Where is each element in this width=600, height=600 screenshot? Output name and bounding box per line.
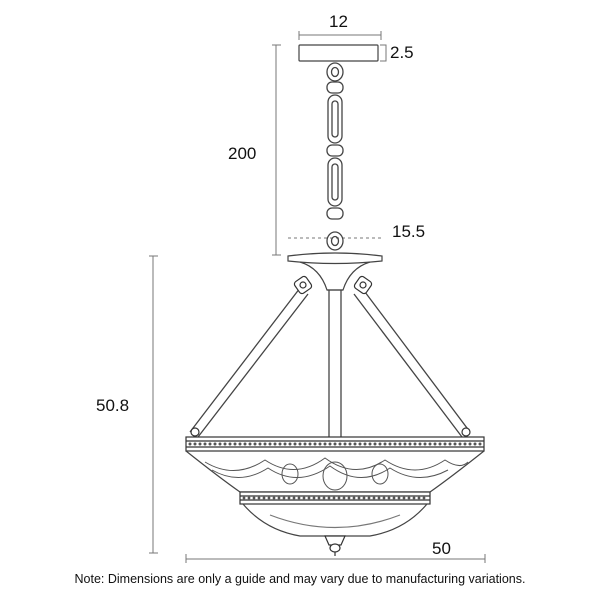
bead [194, 443, 197, 446]
bead [394, 443, 397, 446]
disclaimer-note: Note: Dimensions are only a guide and may vary due to manufacturing variations. [74, 572, 526, 586]
bead [279, 443, 282, 446]
bead [403, 497, 406, 500]
bead [303, 497, 306, 500]
bead [378, 497, 381, 500]
bead [459, 443, 462, 446]
bead [429, 443, 432, 446]
bead [278, 497, 281, 500]
bead [334, 443, 337, 446]
bead [323, 497, 326, 500]
bead [339, 443, 342, 446]
bead [344, 443, 347, 446]
bead [308, 497, 311, 500]
bead [263, 497, 266, 500]
bead [224, 443, 227, 446]
bead [418, 497, 421, 500]
bead [234, 443, 237, 446]
ceiling-cup-width-label: 15.5 [392, 222, 426, 241]
bead [304, 443, 307, 446]
bead [329, 443, 332, 446]
bead [313, 497, 316, 500]
bead [273, 497, 276, 500]
bead [324, 443, 327, 446]
bead [214, 443, 217, 446]
bead [294, 443, 297, 446]
bead [269, 443, 272, 446]
bead [374, 443, 377, 446]
bead [474, 443, 477, 446]
canopy-height-label: 2.5 [390, 43, 414, 62]
bead [259, 443, 262, 446]
support-rods [190, 288, 470, 437]
ceiling-canopy [299, 45, 378, 61]
bead [404, 443, 407, 446]
bead [439, 443, 442, 446]
bead [229, 443, 232, 446]
bead [398, 497, 401, 500]
bead [383, 497, 386, 500]
bead [384, 443, 387, 446]
bead [364, 443, 367, 446]
bead [309, 443, 312, 446]
bead [368, 497, 371, 500]
fixture-width-label: 50 [432, 539, 451, 558]
bead [373, 497, 376, 500]
chain-length-label: 200 [228, 144, 257, 163]
bead [444, 443, 447, 446]
bead [379, 443, 382, 446]
bead [264, 443, 267, 446]
bead [464, 443, 467, 446]
bead [204, 443, 207, 446]
fixture-height-label: 50.8 [96, 396, 130, 415]
bead [268, 497, 271, 500]
bead [423, 497, 426, 500]
bead [258, 497, 261, 500]
bead [328, 497, 331, 500]
rod-joints [191, 275, 470, 436]
bead [299, 443, 302, 446]
bead [408, 497, 411, 500]
bead [209, 443, 212, 446]
bead [289, 443, 292, 446]
bead [409, 443, 412, 446]
chain [327, 63, 343, 250]
bead [389, 443, 392, 446]
bead [283, 497, 286, 500]
bead [314, 443, 317, 446]
bead [424, 443, 427, 446]
bead [244, 443, 247, 446]
bead [399, 443, 402, 446]
bead [479, 443, 482, 446]
bead [298, 497, 301, 500]
canopy-height-dim-line [380, 45, 386, 61]
bead [363, 497, 366, 500]
bowl-decoration [205, 458, 468, 490]
bead [318, 497, 321, 500]
bead [413, 497, 416, 500]
bead [359, 443, 362, 446]
bead [343, 497, 346, 500]
bead [353, 497, 356, 500]
bead [393, 497, 396, 500]
bead [388, 497, 391, 500]
bead [434, 443, 437, 446]
bead [333, 497, 336, 500]
bead [469, 443, 472, 446]
bead [349, 443, 352, 446]
bead [288, 497, 291, 500]
bead [274, 443, 277, 446]
bead [219, 443, 222, 446]
bead [419, 443, 422, 446]
bead [199, 443, 202, 446]
bead [243, 497, 246, 500]
bead [249, 443, 252, 446]
bead [248, 497, 251, 500]
bead [293, 497, 296, 500]
bottom-dish [243, 504, 427, 536]
dimension-lines [149, 31, 485, 563]
bead [358, 497, 361, 500]
canopy-width-label: 12 [329, 12, 348, 31]
bead [414, 443, 417, 446]
bead [284, 443, 287, 446]
finial [325, 536, 345, 556]
bead [454, 443, 457, 446]
glass-bowl [186, 451, 484, 492]
bead [189, 443, 192, 446]
bead [449, 443, 452, 446]
bead [338, 497, 341, 500]
bead [348, 497, 351, 500]
bead [253, 497, 256, 500]
bead [239, 443, 242, 446]
bead [354, 443, 357, 446]
bead [254, 443, 257, 446]
bead [319, 443, 322, 446]
bead [369, 443, 372, 446]
